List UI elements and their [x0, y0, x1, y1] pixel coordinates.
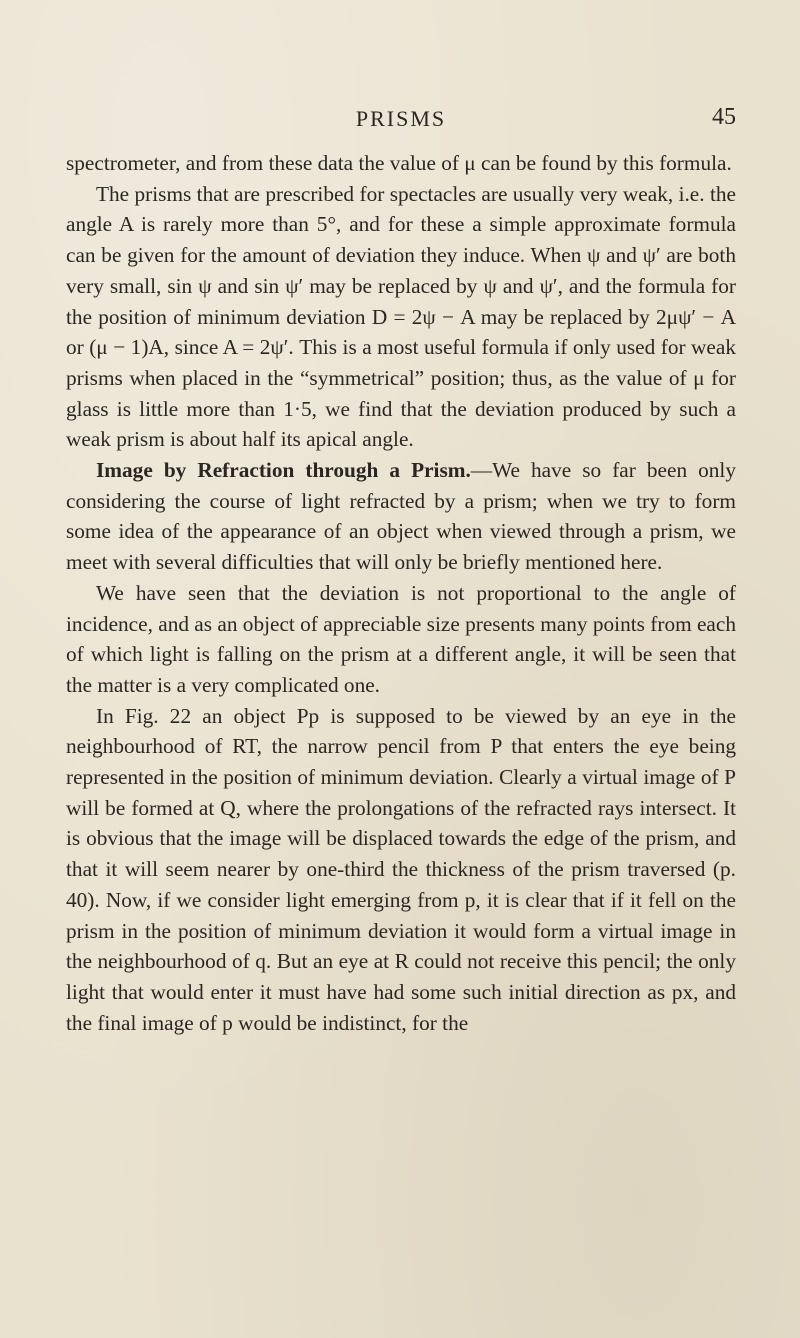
- page-number: 45: [712, 104, 736, 130]
- running-head: PRISMS: [355, 106, 447, 131]
- page-header: [66, 100, 736, 140]
- paragraph-1: spectrometer, and from these data the value of μ can be found by this formula.: [66, 151, 732, 175]
- paragraph-3-text: —We have so far been only considering the course of light refracted by a prism; when we try to form some idea of the appearance of an object when viewed through a prism, we meet with several difficulties that will only be briefly mentioned here.: [66, 458, 736, 575]
- paragraph-3: [66, 455, 736, 578]
- section-heading: Image by Refraction through a Prism.: [96, 458, 471, 483]
- paragraph-4: We have seen that the deviation is not proportional to the angle of incidence, and as an object of appreciable size presents many points from each of which light is falling on the prism at a different angle, it will be seen that the matter is a very complicated one.: [66, 580, 736, 697]
- paragraph-2: The prisms that are prescribed for spectacles are usually very weak, i.e. the angle A is rarely more than 5°, and for these a simple approximate formula can be given for the amount of deviation they induce. When ψ and ψ′ are both very small, sin ψ and sin ψ′ may be replaced by ψ and ψ′, and the formula for the position of minimum deviation D = 2ψ − A may be replaced by 2μψ′ − A or (μ − 1)A, since A = 2ψ′. This is a most useful formula if only used for weak prisms when placed in the “symmetrical” position; thus, as the value of μ for glass is little more than 1·5, we find that the deviation produced by such a weak prism is about half its apical angle.: [66, 181, 736, 452]
- paragraph-5: In Fig. 22 an object Pp is supposed to be viewed by an eye in the neighbourhood of RT, the narrow pencil from P that enters the eye being represented in the position of minimum deviation. Clearly a virtual image of P will be formed at Q, where the prolongations of the refracted rays intersect. It is obvious that the image will be displaced towards the edge of the prism, and that it will seem nearer by one-third the thickness of the prism traversed (p. 40). Now, if we consider light emerging from p, it is clear that if it fell on the prism in the position of minimum deviation it would form a virtual image in the neighbourhood of q. But an eye at R could not receive this pencil; the only light that would enter it must have had some such initial direction as px, and the final image of p would be indistinct, for the: [66, 703, 736, 1035]
- body-text: [66, 148, 736, 1038]
